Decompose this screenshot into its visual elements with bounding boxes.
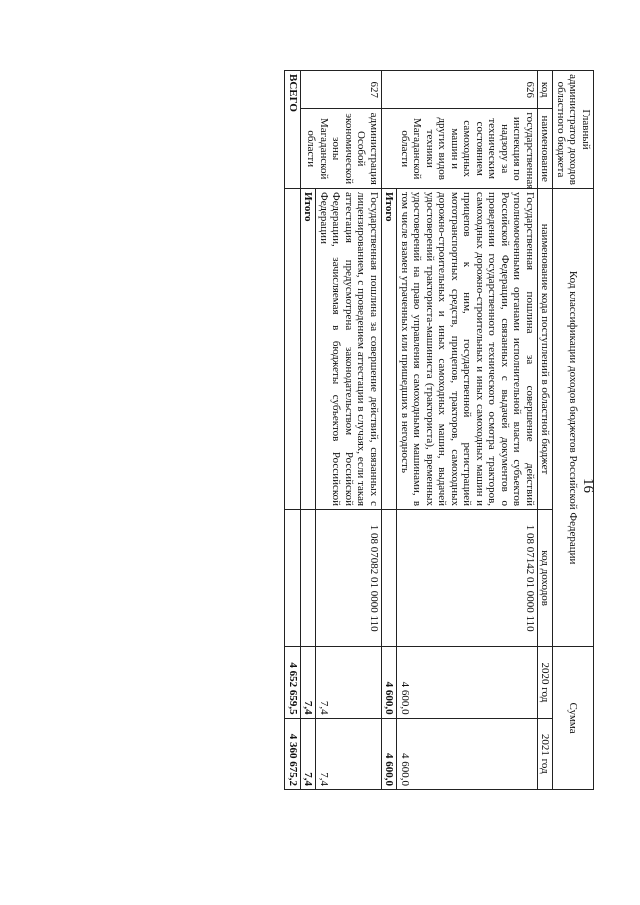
subtotal-empty xyxy=(382,510,398,647)
header-revenue-name: наименование кода поступлений в областной бюджет xyxy=(538,189,554,510)
subtotal-2020: 7,4 xyxy=(301,647,317,718)
grand-total-2020: 4 652 659,5 xyxy=(285,647,301,718)
revenue-item-2020: 7,4 xyxy=(316,647,382,718)
admin-name: государственная инспекция по надзору за техническим состоянием самоходных машин и других видов техники Магаданской области xyxy=(382,109,538,189)
revenue-table xyxy=(285,70,595,790)
page-number: 16 xyxy=(580,478,596,493)
rotated-page xyxy=(176,70,594,790)
revenue-item-code: 1 08 07142 01 0000 110 xyxy=(397,510,538,647)
revenue-item-2020: 4 600,0 xyxy=(397,647,538,718)
admin-code: 627 xyxy=(301,71,382,109)
subtotal-2021: 7,4 xyxy=(301,718,317,789)
header-row-1 xyxy=(553,71,594,790)
header-year-2021: 2021 год xyxy=(538,718,554,789)
subtotal-label: Итого xyxy=(301,189,317,510)
revenue-item-text: Государственная пошлина за совершение действий, связанных с лицензированием, с проведением аттестации в случаях, если такая аттестация предусмотрена законодательством Российской Федерации, зачисляемая в бюджеты субъектов Российской Федерации xyxy=(316,189,382,510)
header-code: код xyxy=(538,71,554,109)
subtotal-2021: 4 600,0 xyxy=(382,718,398,789)
grand-total-empty xyxy=(285,510,301,647)
header-kbk: Код классификации доходов бюджетов Российской Федерации xyxy=(553,189,594,647)
table-row xyxy=(316,71,382,790)
revenue-item-text: Государственная пошлина за совершение действий уполномоченными органами исполнительной власти субъектов Российской Федерации, связанных с выдачей документов о проведении государственного технического осмотра тракторов, самоходных дорожно-строительных и иных самоходных машин и прицепов к ним, государственной регистрацией мототранспортных средств, прицепов, тракторов, самоходных дорожно-строительных и иных самоходных машин, выдачей удостоверений тракториста-машиниста (тракториста), временных удостоверений на право управления самоходными машинами, в том числе взамен утраченных или пришедших в негодность xyxy=(397,189,538,510)
revenue-item-2021: 4 600,0 xyxy=(397,718,538,789)
grand-total-empty xyxy=(285,189,301,510)
subtotal-label: Итого xyxy=(382,189,398,510)
grand-total-label: ВСЕГО xyxy=(285,71,301,189)
grand-total-2021: 4 360 675,2 xyxy=(285,718,301,789)
header-main-admin: Главный администратор доходов областного бюджета xyxy=(553,71,594,189)
table-row xyxy=(397,71,538,790)
header-name: наименование xyxy=(538,109,554,189)
subtotal-2020: 4 600,0 xyxy=(382,647,398,718)
header-row-2 xyxy=(538,71,554,790)
revenue-item-code: 1 08 07082 01 0000 110 xyxy=(316,510,382,647)
header-revenue-code: код доходов xyxy=(538,510,554,647)
grand-total-row xyxy=(285,71,301,790)
admin-code: 626 xyxy=(382,71,538,109)
admin-name: администрация Особой экономической зоны Магаданской области xyxy=(301,109,382,189)
revenue-item-2021: 7,4 xyxy=(316,718,382,789)
subtotal-empty xyxy=(301,510,317,647)
header-sum: Сумма xyxy=(553,647,594,790)
header-year-2020: 2020 год xyxy=(538,647,554,718)
